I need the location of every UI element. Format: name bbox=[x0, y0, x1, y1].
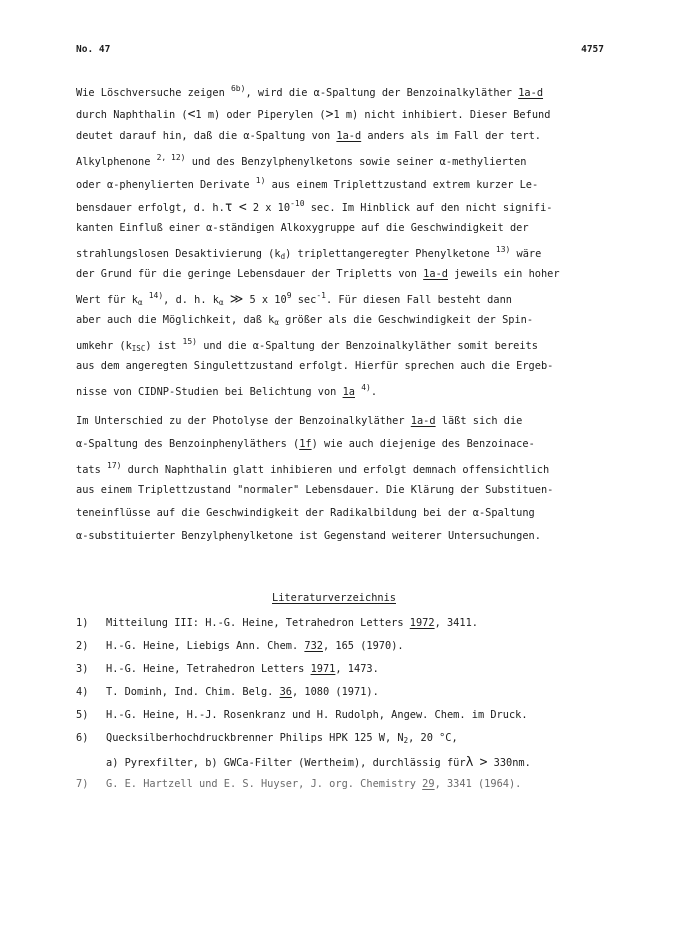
text-line: nisse von CIDNP-Studien bei Belichtung von 1a $^{4)}$. bbox=[76, 383, 378, 398]
text-line: α-Spaltung des Benzoinphenyläthers (1f) wie auch diejenige des Benzoinace- bbox=[76, 438, 535, 450]
text-line: durch Naphthalin (<1 m) oder Piperylen (>1 m) nicht inhibiert. Dieser Befund bbox=[76, 107, 551, 122]
text-line: teneinflüsse auf die Geschwindigkeit der Radikalbildung bei der α-Spaltung bbox=[76, 507, 535, 519]
page-number: 4757 bbox=[581, 44, 604, 55]
text-line: strahlungslosen Desaktivierung $(k_d)$ triplettangeregter Phenylketone $^{13)}$ wäre bbox=[76, 245, 542, 261]
text-line: aber auch die Möglichkeit, daß $k_\alpha$ größer als die Geschwindigkeit der Spin- bbox=[76, 314, 534, 327]
text-line: Wert für $k_\alpha$ $^{14)}$, d. h. $k_\alpha$ ≫ 5 x $10^9$ $\sec^{-1}$. Für diesen Fall besteht dann bbox=[76, 291, 512, 307]
text-line: Wie Löschversuche zeigen $^{6b)}$, wird die α-Spaltung der Benzoinalkyläther 1a-d bbox=[76, 84, 544, 99]
text-line: aus einem Triplettzustand "normaler" Lebensdauer. Die Klärung der Substituen- bbox=[76, 484, 554, 496]
text-line: deutet darauf hin, daß die α-Spaltung von 1a-d anders als im Fall der tert. bbox=[76, 130, 541, 142]
text-line: tats $^{17)}$ durch Naphthalin glatt inhibieren und erfolgt demnach offensichtlich bbox=[76, 461, 550, 476]
text-line: bensdauer erfolgt, d. h.τ < 2 x $10^{-10}$ sec. Im Hinblick auf den nicht signifi- bbox=[76, 199, 553, 215]
text-line: α-substituierter Benzylphenylketone ist Gegenstand weiterer Untersuchungen. bbox=[76, 530, 541, 542]
references-title: Literaturverzeichnis bbox=[272, 592, 396, 604]
text-line: umkehr $(k_{ISC})$ ist $^{15)}$ und die α-Spaltung der Benzoinalkyläther somit bereits bbox=[76, 337, 538, 353]
journal-number: No. 47 bbox=[76, 44, 111, 55]
text-line: kanten Einfluß einer α-ständigen Alkoxygruppe auf die Geschwindigkeit der bbox=[76, 222, 529, 234]
document-page: No. 47 4757 Wie Löschversuche zeigen $^{6b)}$, wird die α-Spaltung der Benzoinalkyläther 1a-d durch Naphthalin (<1 m) oder Piperylen (>1 m) nicht inhibiert. Dieser Befund deutet darauf hin, daß die α-Spaltung von 1a-d anders als im Fall der tert. Alkylphenone $^{2, 12)}$ und des Benzylphenylketons sowie seiner α-methylierten oder α-phenylierten Derivate $^{1)}$ aus einem Triplettzustand extrem kurzer Le- bensdauer erfolgt, d. h.τ < 2 x $10^{-10}$ sec. Im Hinblick auf den nicht signifi- kanten Einfluß einer α-ständigen Alkoxygruppe auf die Geschwindigkeit der strahlungslosen Desaktivierung $(k_d)$ triplettangeregter Phenylketone $^{13)}$ wäre der Grund für die geringe Lebensdauer der Tripletts von 1a-d jeweils ein hoher Wert für $k_\alpha$ $^{14)}$, d. h. $k_\alpha$ ≫ 5 x $10^9$ $\sec^{-1}$. Für diesen Fall besteht dann aber auch die Möglichkeit, daß $k_\alpha$ größer als die Geschwindigkeit der Spin- umkehr $(k_{ISC})$ ist $^{15)}$ und die α-Spaltung der Benzoinalkyläther somit bereits aus dem angeregten Singulettzustand erfolgt. Hierfür sprechen auch die Ergeb- nisse von CIDNP-Studien bei Belichtung von 1a $^{4)}$. Im Unterschied zu der Photolyse der Benzoinalkyläther 1a-d läßt sich die α-Spaltung des Benzoinphenyläthers (1f) wie auch diejenige des Benzoinace- tats $^{17)}$ durch Naphthalin glatt inhibieren und erfolgt demnach offensichtlich aus einem Triplettzustand "normaler" Lebensdauer. Die Klärung der Substituen- teneinflüsse auf die Geschwindigkeit der Radikalbildung bei der α-Spaltung α-substituierter Benzylphenylketone ist Gegenstand weiterer Untersuchungen. Literaturverzeichnis 1) Mitteilung III: H.-G. Heine, Tetrahedron Letters 1972, 3411. 2) H.-G. Heine, Liebigs Ann. Chem. 732, 165 (1970). 3) H.-G. Heine, Tetrahedron Letters 1971, 1473. 4) T. Dominh, Ind. Chim. Belg. 36, 1080 (1971). 5) H.-G. Heine, H.-J. Rosenkranz und H. Rudolph, Angew. Chem. im Druck. 6) Quecksilberhochdruckbrenner Philips HPK 125 W, $N_2$, 20 °C, a) Pyrexfilter, b) GWCa-Filter (Wertheim), durchlässig fürλ > 330nm. 7) G. E. Hartzell und E. S. Huyser, J. org. Chemistry 29, 3341 (1964). bbox=[76, 44, 604, 790]
text-line: Alkylphenone $^{2, 12)}$ und des Benzylphenylketons sowie seiner α-methylierten bbox=[76, 153, 527, 168]
text-line: oder α-phenylierten Derivate $^{1)}$ aus einem Triplettzustand extrem kurzer Le- bbox=[76, 176, 539, 191]
text-line: Im Unterschied zu der Photolyse der Benzoinalkyläther 1a-d läßt sich die bbox=[76, 415, 523, 427]
text-line: aus dem angeregten Singulettzustand erfolgt. Hierfür sprechen auch die Ergeb- bbox=[76, 360, 554, 372]
text-line: der Grund für die geringe Lebensdauer der Tripletts von 1a-d jeweils ein hoher bbox=[76, 268, 560, 280]
